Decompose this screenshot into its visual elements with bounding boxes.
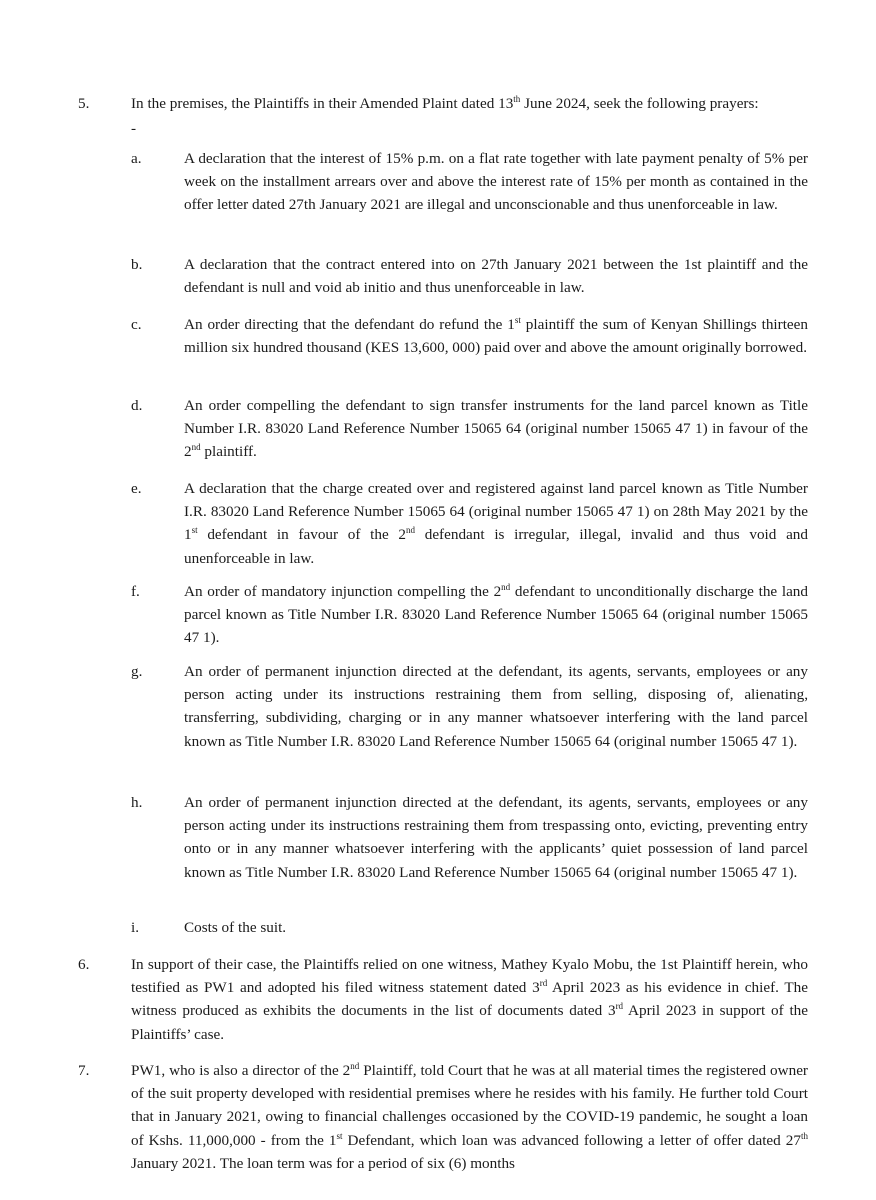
prayer-item-i xyxy=(131,916,808,939)
prayer-label: h. xyxy=(131,794,143,811)
prayer-text: A declaration that the contract entered into on 27th January 2021 between the 1st plaintiff and the defendant is null and void ab initio and thus unenforceable in law. xyxy=(184,256,808,297)
text-run: January 2021. The loan term was for a period of six (6) months xyxy=(131,1154,515,1172)
prayer-item-g xyxy=(131,660,808,753)
prayer-text: An order of permanent injunction directed at the defendant, its agents, servants, employees or any person acting under its instructions restraining them from trespassing onto, evicting, preventing entry onto or in any manner whatsoever interfering with the applicants’ quiet possession of land parcel known as Title Number I.R. 83020 Land Reference Number 15065 64 (original number 15065 47 1). xyxy=(184,794,808,881)
prayer-text xyxy=(184,394,808,464)
superscript: nd xyxy=(406,525,416,536)
superscript: st xyxy=(191,525,198,536)
prayer-label: a. xyxy=(131,150,142,167)
paragraph-number: 5. xyxy=(78,95,90,112)
text-run: An order compelling the defendant to sign transfer instruments for the land parcel known as Title Number I.R. 83020 Land Reference Number 15065 64 (original number 15065 47 1) in favour of the 2 xyxy=(184,397,808,461)
stray-dash: - xyxy=(131,120,137,137)
superscript: th xyxy=(513,93,521,104)
prayer-item-a xyxy=(131,147,808,217)
text-run: Defendant, which loan was advanced following a letter of offer dated 27 xyxy=(342,1131,801,1149)
superscript: th xyxy=(800,1130,808,1141)
prayer-label: i. xyxy=(131,919,140,936)
prayer-text xyxy=(184,580,808,650)
text-run: plaintiff the sum of Kenyan Shillings thirteen million six hundred thousand (KES 13,600, 000) paid over and above the amount originally borrowed. xyxy=(184,316,808,357)
text-run: April 2023 in support of the Plaintiffs’ case. xyxy=(131,1002,808,1043)
prayer-item-h xyxy=(131,791,808,884)
prayer-label: e. xyxy=(131,480,142,497)
paragraph-7 xyxy=(78,1059,808,1175)
prayer-item-d xyxy=(131,394,808,464)
prayer-item-e xyxy=(131,477,808,570)
prayer-label: b. xyxy=(131,256,143,273)
prayer-label: c. xyxy=(131,316,142,333)
superscript: rd xyxy=(615,1001,624,1012)
prayer-text xyxy=(184,477,808,570)
prayer-label: g. xyxy=(131,663,143,680)
text-run: PW1, who is also a director of the 2 xyxy=(131,1062,351,1079)
superscript: rd xyxy=(539,978,548,989)
prayer-item-b xyxy=(131,253,808,299)
prayer-label: d. xyxy=(131,397,143,414)
prayer-item-c xyxy=(131,313,808,359)
paragraph-6 xyxy=(78,953,808,1046)
superscript: nd xyxy=(191,442,201,453)
superscript: st xyxy=(514,314,521,325)
prayer-label: f. xyxy=(131,583,140,600)
text-run: defendant to unconditionally discharge the land parcel known as Title Number I.R. 83020 Land Reference Number 15065 64 (original number 15065 47 1). xyxy=(184,583,808,647)
text-run: A declaration that the charge created over and registered against land parcel known as Title Number I.R. 83020 Land Reference Number 15065 64 (original number 15065 47 1) on 28th May 2021 by the 1 xyxy=(184,480,808,544)
text-run: defendant in favour of the 2 xyxy=(197,526,407,544)
superscript: nd xyxy=(350,1060,360,1071)
text-run: June 2024, seek the following prayers: xyxy=(520,95,759,112)
paragraph-text xyxy=(131,953,808,1046)
text-run: defendant is irregular, illegal, invalid and thus void and unenforceable in law. xyxy=(184,526,808,567)
text-run: An order directing that the defendant do refund the 1 xyxy=(184,316,515,333)
paragraph-number: 7. xyxy=(78,1062,90,1079)
superscript: st xyxy=(336,1130,343,1141)
text-run: Plaintiff, told Court that he was at all material times the registered owner of the suit property developed with residential premises where he resides with his family. He further told Court that in January 2021, owing to financial challenges occasioned by the COVID-19 pandemic, he sought a loan of Kshs. 11,000,000 - from the 1 xyxy=(131,1062,808,1149)
paragraph-number: 6. xyxy=(78,956,90,973)
text-run: In support of their case, the Plaintiffs relied on one witness, Mathey Kyalo Mobu, the 1st Plaintiff herein, who testified as PW1 and adopted his filed witness statement dated 3 xyxy=(131,956,808,997)
paragraph-5 xyxy=(78,92,808,115)
prayer-text xyxy=(184,313,808,359)
paragraph-text xyxy=(131,1059,808,1175)
text-run: An order of mandatory injunction compelling the 2 xyxy=(184,583,502,600)
text-run: plaintiff. xyxy=(200,443,257,461)
prayer-item-f xyxy=(131,580,808,650)
text-run: In the premises, the Plaintiffs in their Amended Plaint dated 13 xyxy=(131,95,514,112)
prayer-text: Costs of the suit. xyxy=(184,919,287,936)
text-run: April 2023 as his evidence in chief. The witness produced as exhibits the documents in the list of documents dated 3 xyxy=(131,979,808,1020)
prayer-text: A declaration that the interest of 15% p.m. on a flat rate together with late payment penalty of 5% per week on the installment arrears over and above the interest rate of 15% per month as contained in the offer letter dated 27th January 2021 are illegal and unconscionable and thus unenforceable in law. xyxy=(184,150,808,214)
prayer-text: An order of permanent injunction directed at the defendant, its agents, servants, employees or any person acting under its instructions restraining them from selling, disposing of, alienating, transferring, subdividing, charging or in any manner whatsoever interfering with the land parcel known as Title Number I.R. 83020 Land Reference Number 15065 64 (original number 15065 47 1). xyxy=(184,663,808,750)
superscript: nd xyxy=(501,581,511,592)
paragraph-text xyxy=(131,92,808,115)
